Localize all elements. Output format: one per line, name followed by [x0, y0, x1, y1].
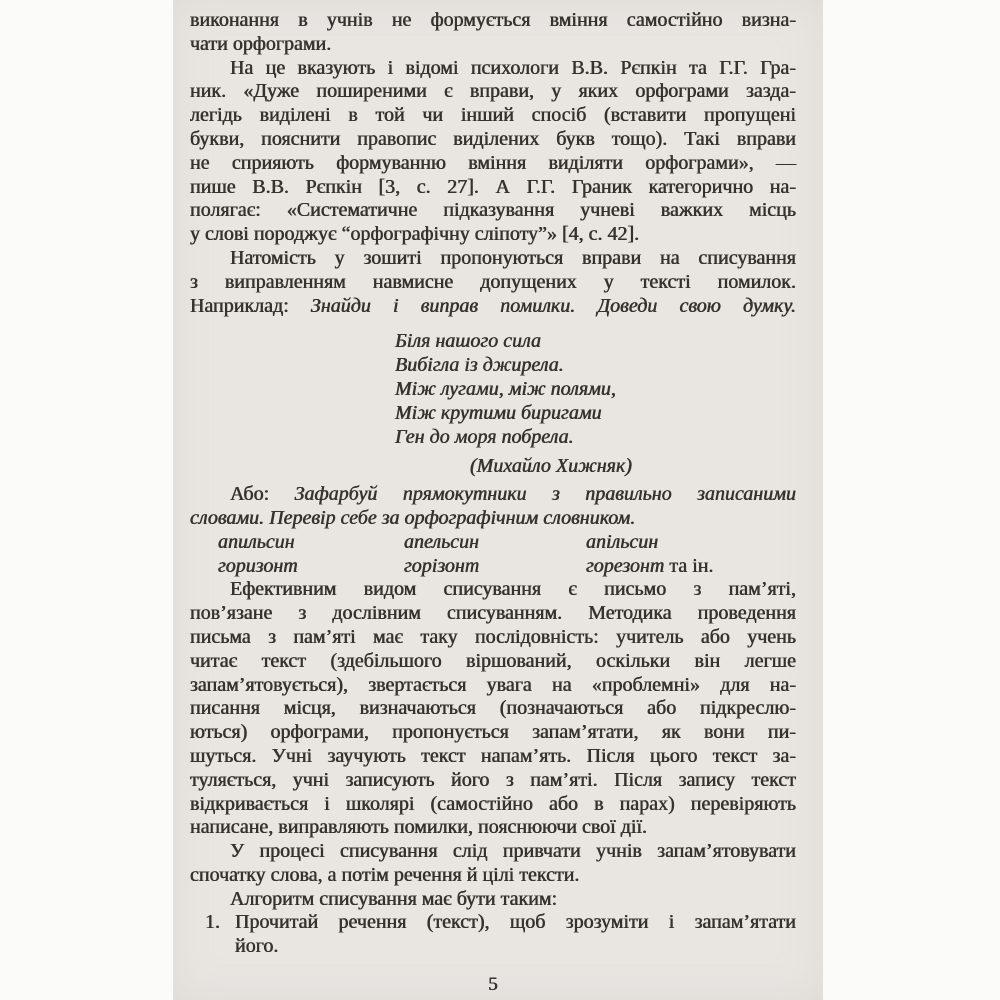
text-segment: На це вказують і відомі психологи В.В. Рєпкін та Г.Г. Гра- [230, 56, 796, 79]
text-segment: туляється, учні записують його з пам’яті. Після запису текст [190, 768, 796, 791]
text-segment: букви, пояснити правопис виділених букв тощо). Такі вправи [190, 127, 796, 150]
text-line [190, 602, 796, 626]
text-segment: та ін. [664, 554, 714, 577]
text-segment: запам’ятовується), звертається увага на «проблемні» для на- [190, 673, 796, 696]
text-segment: апельсин [404, 530, 479, 553]
text-line [190, 697, 796, 721]
text-segment: з виправленням навмисне допущених у тексті помилок. [190, 270, 796, 293]
text-line [190, 128, 796, 152]
text-line [190, 199, 796, 223]
text-segment: Ген до моря побрела. [395, 425, 574, 448]
text-segment: його. [235, 935, 279, 958]
page-text-block [190, 9, 796, 997]
text-segment: писання місця, визначаються (позначаються або підкреслю- [190, 697, 796, 720]
text-line [190, 507, 796, 531]
text-segment: чати орфограми. [190, 32, 332, 55]
text-line [190, 330, 796, 354]
text-line [190, 626, 796, 650]
text-segment: Біля нашого сила [395, 330, 542, 353]
text-line [190, 104, 796, 128]
text-line [190, 531, 796, 555]
text-line [190, 555, 796, 579]
text-segment: Ефективним видом списування є письмо з пам’яті, [230, 578, 796, 601]
text-segment: Наприклад: [190, 294, 311, 317]
text-lines [190, 9, 796, 959]
text-line [190, 57, 796, 81]
text-segment: Натомість у зошиті пропонуються вправи на списування [230, 246, 796, 269]
text-line [190, 911, 796, 935]
text-line [190, 9, 796, 33]
text-segment: у слові породжує “орфографічну сліпоту”» [4, с. 42]. [190, 223, 640, 246]
text-segment: Між крутими биригами [395, 401, 602, 424]
text-line [190, 888, 796, 912]
text-segment: полягає: «Систематичне підказування учневі важких місць [190, 199, 796, 222]
text-line [190, 152, 796, 176]
text-segment: легідь виділені в той чи інший спосіб (вставити пропущені [190, 104, 796, 127]
text-line [190, 176, 796, 200]
text-segment: Вибігла із джирела. [395, 354, 564, 377]
text-line [190, 578, 796, 602]
text-segment: відкривається і школярі (самостійно або в парах) перевіряють [190, 792, 796, 815]
text-segment: (Михайло Хижняк) [470, 455, 632, 478]
text-segment: апільсин [586, 530, 659, 553]
text-segment: письма з пам’яті має таку послідовність: учитель або учень [190, 625, 796, 648]
text-segment: Або: [230, 483, 295, 506]
text-segment: шуться. Учні заучують текст напам’ять. Після цього текст за- [190, 744, 796, 767]
text-line [190, 295, 796, 319]
text-line [190, 721, 796, 745]
text-line [190, 402, 796, 426]
text-segment: Між лугами, між полями, [395, 377, 616, 400]
text-segment: апильсин [218, 530, 295, 553]
text-segment: написане, виправляють помилки, пояснюючи свої дії. [190, 816, 648, 839]
text-line [190, 247, 796, 271]
text-line [190, 223, 796, 247]
text-line [190, 674, 796, 698]
text-segment: ник. «Дуже поширеними є вправи, у яких орфограми зазда- [190, 80, 796, 103]
text-line [190, 426, 796, 450]
list-number: 1. [205, 911, 220, 934]
text-line [190, 271, 796, 295]
text-line [190, 745, 796, 769]
text-segment: Алгоритм списування має бути таким: [230, 887, 558, 910]
text-segment: не сприяють формуванню вміння виділяти орфограми», — [190, 151, 796, 174]
text-segment: спочатку слова, а потім речення й цілі тексти. [190, 863, 580, 886]
text-line [190, 816, 796, 840]
text-line [190, 80, 796, 104]
text-segment: горизонт [218, 554, 298, 577]
text-line [190, 793, 796, 817]
text-segment: У процесі списування слід привчати учнів запам’ятовувати [230, 840, 796, 863]
book-page [173, 0, 823, 1000]
text-segment: пише В.В. Рєпкін [3, с. 27]. А Г.Г. Граник категорично на- [190, 175, 796, 198]
text-segment: читає текст (здебільшого віршований, оскільки він легше [190, 649, 796, 672]
text-line [190, 840, 796, 864]
text-line [190, 483, 796, 507]
text-line [190, 935, 796, 959]
text-line [190, 378, 796, 402]
text-line [190, 650, 796, 674]
text-segment: пов’язане з дослівним списуванням. Методика проведення [190, 602, 796, 625]
text-segment: горезонт [586, 554, 665, 577]
text-segment: Прочитай речення (текст), щоб зрозуміти і запам’ятати [235, 911, 796, 934]
text-line [190, 769, 796, 793]
page-number: 5 [488, 974, 498, 996]
text-segment: ються) орфограми, пропонується запам’ятати, як вони пи- [190, 721, 796, 744]
text-segment: виконання в учнів не формується вміння самостійно визна- [190, 9, 796, 31]
text-segment: Знайди і виправ помилки. Доведи свою думку. [310, 294, 796, 317]
text-line [190, 455, 796, 479]
text-line [190, 354, 796, 378]
text-line [190, 864, 796, 888]
text-line [190, 33, 796, 57]
text-segment: Зафарбуй прямокутники з правильно записаними [294, 483, 796, 506]
text-segment: словами. Перевір себе за орфографічним словником. [190, 506, 636, 529]
text-segment: горізонт [404, 554, 480, 577]
